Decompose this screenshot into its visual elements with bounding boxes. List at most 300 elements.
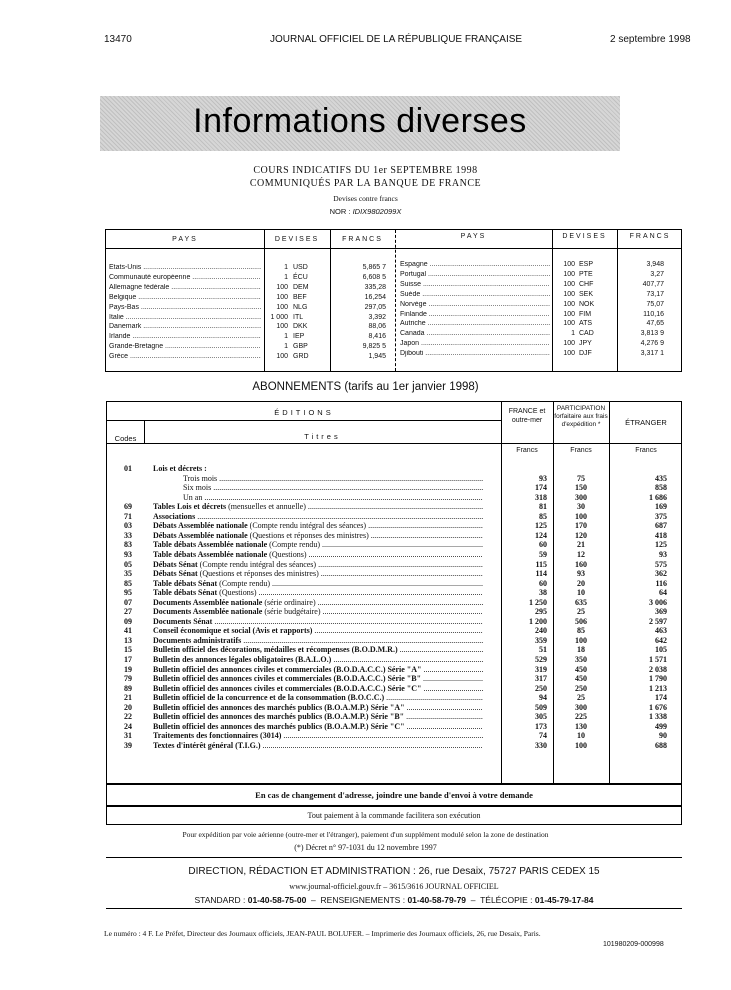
currency-code: DJF [579, 350, 592, 358]
currency-quantity: 100 [276, 323, 288, 331]
row-participation: 12 [577, 549, 585, 559]
row-title [183, 474, 483, 483]
row-title [153, 684, 483, 693]
subscription-row [107, 636, 681, 646]
row-etranger: 1 571 [649, 655, 667, 664]
row-title [153, 560, 483, 569]
row-etranger: 687 [655, 521, 667, 531]
row-france: 173 [535, 721, 547, 731]
row-code: 27 [124, 607, 132, 617]
payment-note: Tout paiement à la commande facilitera son exécution [307, 811, 481, 820]
currency-rate: 4,276 9 [640, 340, 664, 348]
currency-quantity: 100 [563, 350, 575, 358]
row-etranger: 1 790 [649, 674, 667, 684]
subscription-row [107, 693, 681, 703]
row-code: 83 [124, 540, 132, 550]
row-title-main: Un an [183, 492, 203, 502]
col-devises-left: DEVISES [274, 236, 320, 243]
subscription-row [107, 712, 681, 722]
row-title [153, 531, 483, 540]
row-title-main: Table débats Sénat [153, 578, 218, 588]
subscription-row [107, 569, 681, 579]
row-etranger: 125 [655, 540, 667, 550]
row-title-main: Documents Assemblée nationale [153, 607, 263, 617]
row-france: 51 [539, 645, 547, 655]
currency-code: GBP [293, 343, 308, 351]
row-title-sub: (Questions et réponses des ministres) [197, 569, 319, 579]
currency-quantity: 100 [276, 353, 288, 361]
subscription-row [107, 655, 681, 665]
row-code: 20 [124, 702, 132, 712]
telecopie-value: 01-45-79-17-84 [534, 895, 594, 905]
payment-note-box [106, 806, 682, 825]
currency-rate: 5,865 7 [362, 264, 386, 271]
row-title-sub: (Compte rendu intégral des séances) [197, 559, 317, 569]
row-participation: 85 [577, 626, 585, 636]
row-code: 09 [124, 616, 132, 626]
currency-code: PTE [579, 270, 593, 278]
address-note-box [106, 784, 682, 806]
subscription-row [107, 684, 681, 694]
standard-value: 01-40-58-75-00 [247, 895, 307, 905]
row-participation: 170 [575, 521, 587, 531]
row-france: 305 [535, 712, 547, 722]
row-title [153, 598, 483, 607]
row-title-main: Bulletin des annonces légales obligatoires (B.A.L.O.) [153, 655, 332, 664]
currency-code: FIM [579, 310, 592, 318]
row-participation: 18 [577, 645, 585, 655]
currency-rate: 110,16 [643, 310, 664, 318]
row-participation: 100 [575, 740, 587, 750]
subscription-row [107, 483, 681, 493]
renseignements-value: 01-40-58-79-79 [407, 895, 467, 905]
currency-country: Suisse ..... [400, 281, 550, 288]
currency-code: NLG [293, 303, 308, 311]
row-title [153, 502, 483, 511]
row-title-main: Textes d'intérêt général (T.I.G.) [153, 740, 261, 750]
address-note: En cas de changement d'adresse, joindre une bande d'envoi à votre demande [255, 790, 533, 800]
abonnements-title: ABONNEMENTS (tarifs au 1er janvier 1998) [252, 381, 479, 393]
row-participation: 75 [577, 473, 585, 483]
currency-quantity: 100 [276, 293, 288, 301]
row-france: 124 [535, 530, 547, 540]
row-france: 319 [535, 664, 547, 674]
footer-line: Le numéro : 4 F. Le Préfet, Directeur des Journaux officiels, JEAN-PAUL BOLUFER. – Imprimerie des Journaux officiels, 26, rue Desaix, Paris. [104, 929, 541, 938]
journal-title: JOURNAL OFFICIEL DE LA RÉPUBLIQUE FRANÇAISE [270, 34, 523, 45]
currency-country: Autriche ..... [400, 320, 550, 327]
subscription-row [107, 674, 681, 684]
row-participation: 21 [577, 540, 585, 550]
row-title-main: Bulletin officiel de la concurrence et de la consommation (B.O.C.C.) [153, 693, 385, 703]
row-title-sub: (Questions et réponses des ministres) [247, 530, 369, 540]
subscription-row [107, 626, 681, 636]
currency-rate: 75,07 [646, 300, 664, 308]
currency-country: Grèce ..... [109, 353, 261, 360]
row-code: 31 [124, 731, 132, 741]
subscription-row [107, 588, 681, 598]
currency-quantity: 1 000 [270, 313, 288, 321]
currency-rate: 335,28 [364, 283, 386, 291]
nor-label: NOR : [329, 207, 351, 216]
row-title [153, 741, 483, 750]
row-etranger: 362 [655, 569, 667, 579]
air-note-2: (*) Décret n° 97-1031 du 12 novembre 1997 [294, 843, 437, 852]
row-title-main: Associations [153, 511, 196, 521]
row-code: 05 [124, 559, 132, 569]
currency-rate: 73,17 [646, 290, 664, 298]
row-code: 21 [124, 693, 132, 703]
row-etranger: 116 [655, 578, 667, 588]
currency-quantity: 100 [563, 340, 575, 348]
row-france: 240 [535, 626, 547, 636]
unit-participation: Francs [570, 447, 592, 454]
currency-quantity: 100 [276, 303, 288, 311]
row-title-main: Débats Assemblée nationale [153, 530, 248, 540]
currency-rate: 9,825 5 [362, 343, 386, 351]
currency-code: CAD [579, 330, 594, 338]
row-etranger: 90 [659, 731, 667, 741]
row-title-sub: (Compte rendu) [267, 540, 321, 550]
row-france: 359 [535, 635, 547, 645]
subscription-row [107, 540, 681, 550]
head-titres: Titres [304, 432, 341, 441]
currency-quantity: 100 [563, 320, 575, 328]
row-title [153, 665, 483, 674]
currency-rate: 3,813 9 [640, 330, 664, 338]
row-participation: 25 [577, 693, 585, 703]
row-title [153, 512, 483, 521]
currency-rate: 47,65 [646, 320, 664, 328]
col-francs-left: FRANCS [342, 236, 383, 243]
currency-quantity: 1 [284, 273, 288, 281]
row-etranger: 1 213 [649, 683, 667, 693]
subscription-row [107, 741, 681, 751]
row-title-sub: (série budgétaire) [262, 607, 321, 617]
row-title [183, 493, 483, 502]
currency-country: Etats-Unis ..... [109, 264, 261, 271]
subscription-row [107, 560, 681, 570]
row-code: 19 [124, 664, 132, 674]
row-title [153, 569, 483, 578]
col-francs-right: FRANCS [629, 233, 671, 240]
currency-quantity: 1 [571, 330, 575, 338]
currency-country: Danemark ..... [109, 323, 261, 330]
currency-quantity: 100 [563, 310, 575, 318]
currency-rate: 16,254 [364, 293, 386, 301]
currency-country: Belgique ..... [109, 294, 261, 301]
row-title-main: Bulletin officiel des annonces des marchés publics (B.O.A.M.P.) Série "A" [153, 702, 405, 712]
currency-rate: 3,317 1 [640, 350, 664, 358]
air-note-1: Pour expédition par voie aérienne (outre-mer et l'étranger), paiement d'un supplément modulé selon la zone de destination [182, 830, 549, 839]
subscription-row [107, 665, 681, 675]
row-participation: 350 [575, 655, 587, 664]
head-codes: Codes [114, 434, 137, 443]
row-title [153, 617, 483, 626]
subscription-row [107, 607, 681, 617]
row-france: 250 [535, 683, 547, 693]
row-title [153, 540, 483, 549]
currency-country: Norvège ..... [400, 301, 550, 308]
currency-code: DEM [293, 283, 309, 291]
row-code: 33 [124, 530, 132, 540]
row-participation: 450 [575, 674, 587, 684]
currency-country: Espagne ..... [400, 261, 550, 268]
row-title-sub: (Compte rendu) [217, 578, 271, 588]
row-title-main: Six mois [183, 483, 212, 493]
row-title [183, 483, 483, 492]
row-title [153, 588, 483, 597]
row-code: 79 [124, 674, 132, 684]
row-etranger: 858 [655, 483, 667, 493]
row-etranger: 435 [655, 473, 667, 483]
row-etranger: 463 [655, 626, 667, 636]
row-france: 174 [535, 483, 547, 493]
row-participation: 635 [575, 597, 587, 607]
row-france: 85 [539, 511, 547, 521]
row-france: 59 [539, 549, 547, 559]
currency-quantity: 1 [284, 333, 288, 341]
row-title-sub: (Questions) [217, 588, 257, 598]
row-title [153, 645, 483, 654]
currency-code: BEF [293, 293, 307, 301]
currency-country: Finlande ..... [400, 311, 550, 318]
row-title-main: Bulletin officiel des annonces civiles et commerciales (B.O.D.A.C.C.) Série "C" [153, 683, 422, 693]
row-etranger: 1 676 [649, 702, 667, 712]
row-etranger: 64 [659, 588, 667, 598]
row-france: 529 [535, 655, 547, 664]
currency-rate: 6,608 5 [362, 273, 386, 281]
row-participation: 506 [575, 616, 587, 626]
subscription-row [107, 703, 681, 713]
currency-country: Irlande ..... [109, 333, 261, 340]
row-participation: 100 [575, 511, 587, 521]
subscription-row [107, 531, 681, 541]
subscription-row [107, 722, 681, 732]
row-participation: 225 [575, 712, 587, 722]
row-france: 1 200 [529, 616, 547, 626]
row-code: 01 [124, 464, 132, 473]
nor-value: IDIX9802099X [352, 207, 402, 216]
row-etranger: 2 597 [649, 616, 667, 626]
direction-address: DIRECTION, RÉDACTION ET ADMINISTRATION : 26, rue Desaix, 75727 PARIS CEDEX 15 [188, 866, 600, 877]
currency-rate: 297,05 [364, 303, 386, 311]
row-title-main: Débats Sénat [153, 569, 198, 579]
renseignements-label: RENSEIGNEMENTS : [320, 895, 406, 905]
row-title-sub: (Questions) [267, 549, 307, 559]
row-participation: 150 [575, 483, 587, 493]
row-etranger: 499 [655, 721, 667, 731]
currency-country: Portugal ..... [400, 271, 550, 278]
subscription-table [106, 401, 682, 784]
row-etranger: 93 [659, 549, 667, 559]
row-code: 95 [124, 588, 132, 598]
row-participation: 93 [577, 569, 585, 579]
currency-code: GRD [293, 353, 309, 361]
row-participation: 10 [577, 731, 585, 741]
currency-rate: 8,416 [368, 333, 386, 341]
subscription-row [107, 464, 681, 474]
currency-code: SEK [579, 290, 594, 298]
row-participation: 120 [575, 530, 587, 540]
subscription-row [107, 474, 681, 484]
row-etranger: 642 [655, 635, 667, 645]
row-participation: 450 [575, 664, 587, 674]
unit-etranger: Francs [635, 447, 657, 454]
banner-title: Informations diverses [193, 102, 527, 140]
row-title [153, 464, 483, 473]
cours-subheading: Devises contre francs [333, 194, 398, 203]
currency-code: CHF [579, 280, 594, 288]
row-etranger: 418 [655, 530, 667, 540]
row-participation: 160 [575, 559, 587, 569]
subscription-row [107, 645, 681, 655]
row-france: 81 [539, 502, 547, 512]
currency-quantity: 100 [276, 283, 288, 291]
telecopie-label: TÉLÉCOPIE : [480, 895, 533, 905]
unit-france: Francs [516, 447, 538, 454]
col-devises-right: DEVISES [562, 233, 607, 240]
row-france: 1 250 [529, 597, 547, 607]
subscription-row [107, 521, 681, 531]
row-participation: 300 [575, 492, 587, 502]
currency-country: Pays-Bas ..... [109, 304, 261, 311]
row-title [153, 712, 483, 721]
row-code: 89 [124, 683, 132, 693]
row-title-main: Bulletin officiel des annonces civiles et commerciales (B.O.D.A.C.C.) Série "B" [153, 674, 422, 684]
head-etranger: ÉTRANGER [625, 418, 667, 427]
row-title-sub: (mensuelles et annuelle) [226, 502, 306, 512]
row-france: 93 [539, 473, 547, 483]
currency-code: ITL [293, 313, 304, 321]
currency-rate: 3,27 [650, 270, 664, 278]
row-title [153, 722, 483, 731]
row-title-main: Lois et décrets : [153, 464, 207, 473]
row-title [153, 579, 483, 588]
row-title [153, 607, 483, 616]
row-code: 03 [124, 521, 132, 531]
currency-quantity: 100 [563, 280, 575, 288]
currency-country: Communauté européenne ..... [109, 274, 261, 281]
row-france: 74 [539, 731, 547, 741]
currency-table [105, 229, 682, 372]
section-banner [100, 96, 620, 151]
row-title-main: Bulletin officiel des annonces des marchés publics (B.O.A.M.P.) Série "C" [153, 721, 405, 731]
row-code: 13 [124, 635, 132, 645]
row-title [153, 703, 483, 712]
row-france: 125 [535, 521, 547, 531]
currency-country: Grande-Bretagne ..... [109, 343, 261, 350]
row-etranger: 375 [655, 511, 667, 521]
currency-rate: 3,392 [368, 313, 386, 321]
row-etranger: 3 006 [649, 597, 667, 607]
head-participation: PARTICIPATION forfaitaire aux frais d'expédition * [554, 405, 608, 428]
currency-rate: 3,948 [646, 261, 664, 268]
row-etranger: 369 [655, 607, 667, 617]
row-etranger: 688 [655, 740, 667, 750]
currency-rate: 1,945 [368, 353, 386, 361]
currency-code: ATS [579, 320, 593, 328]
row-code: 07 [124, 597, 132, 607]
standard-label: STANDARD : [194, 895, 246, 905]
row-etranger: 105 [655, 645, 667, 655]
page-number: 13470 [104, 34, 132, 45]
row-etranger: 1 338 [649, 712, 667, 722]
row-title-sub: (série ordinaire) [262, 597, 316, 607]
row-france: 38 [539, 588, 547, 598]
row-title-main: Débats Assemblée nationale [153, 521, 248, 531]
row-code: 93 [124, 549, 132, 559]
row-title-main: Documents Assemblée nationale [153, 597, 263, 607]
row-participation: 30 [577, 502, 585, 512]
subscription-row [107, 579, 681, 589]
row-code: 35 [124, 569, 132, 579]
currency-quantity: 100 [563, 290, 575, 298]
subscription-row [107, 502, 681, 512]
currency-country: Japon ..... [400, 340, 550, 347]
currency-country: Allemagne fédérale ..... [109, 284, 261, 291]
currency-quantity: 100 [563, 270, 575, 278]
subscription-row [107, 617, 681, 627]
subscription-row [107, 598, 681, 608]
currency-country: Suède ..... [400, 291, 550, 298]
currency-code: DKK [293, 323, 308, 331]
row-code: 22 [124, 712, 132, 722]
row-france: 317 [535, 674, 547, 684]
row-participation: 10 [577, 588, 585, 598]
row-code: 41 [124, 626, 132, 636]
direction-web: www.journal-officiel.gouv.fr – 3615/3616 JOURNAL OFFICIEL [289, 882, 499, 891]
cours-nor [0, 207, 731, 216]
row-title-main: Documents administratifs [153, 635, 242, 645]
currency-country: Italie ..... [109, 314, 261, 321]
col-pays-right: PAYS [460, 233, 487, 240]
currency-rate: 88,06 [368, 323, 386, 331]
currency-code: USD [293, 264, 308, 271]
subscription-row [107, 550, 681, 560]
row-participation: 300 [575, 702, 587, 712]
currency-quantity: 1 [284, 343, 288, 351]
row-code: 15 [124, 645, 132, 655]
row-etranger: 169 [655, 502, 667, 512]
row-code: 69 [124, 502, 132, 512]
currency-quantity: 1 [284, 264, 288, 271]
row-etranger: 575 [655, 559, 667, 569]
row-france: 115 [535, 559, 547, 569]
page-date: 2 septembre 1998 [610, 34, 691, 45]
row-code: 17 [124, 655, 132, 664]
row-title-main: Bulletin officiel des annonces des marchés publics (B.O.A.M.P.) Série "B" [153, 712, 405, 722]
currency-rate: 407,77 [642, 280, 664, 288]
currency-code: JPY [579, 340, 592, 348]
row-title-sub: (Compte rendu intégral des séances) [247, 521, 367, 531]
row-title [153, 731, 483, 740]
head-editions: ÉDITIONS [274, 408, 334, 417]
row-title [153, 521, 483, 530]
currency-code: ESP [579, 261, 594, 268]
row-title-main: Table débats Assemblée nationale [153, 540, 268, 550]
row-title [153, 550, 483, 559]
row-title-main: Table débats Assemblée nationale [153, 549, 268, 559]
row-code: 39 [124, 740, 132, 750]
row-france: 94 [539, 693, 547, 703]
currency-quantity: 100 [563, 261, 575, 268]
row-participation: 130 [575, 721, 587, 731]
row-title-main: Traitements des fonctionnaires (3014) [153, 731, 282, 741]
row-france: 60 [539, 540, 547, 550]
currency-code: IEP [293, 333, 305, 341]
row-france: 60 [539, 578, 547, 588]
row-participation: 250 [575, 683, 587, 693]
